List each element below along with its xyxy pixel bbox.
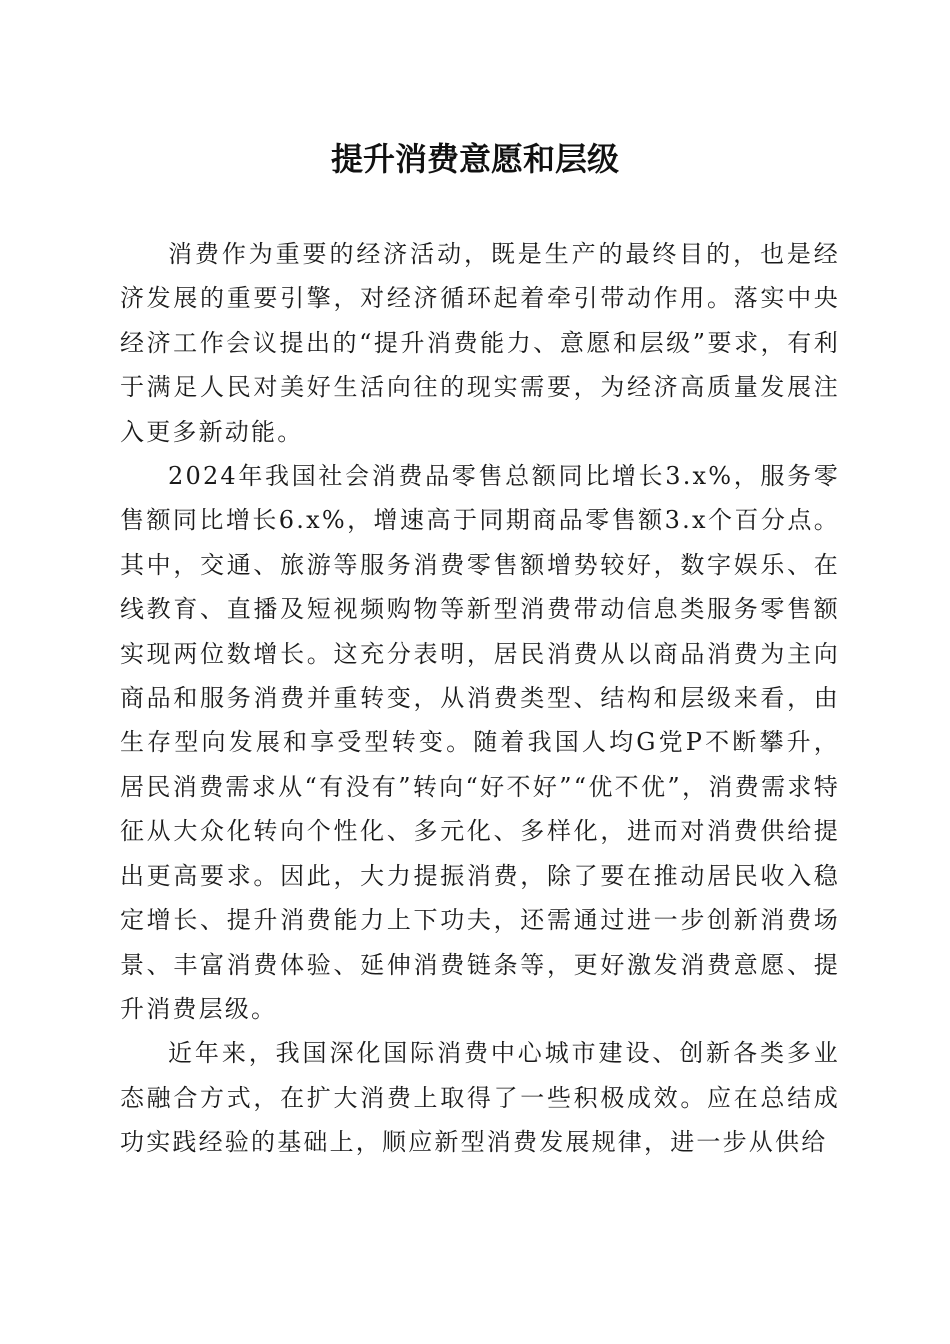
page-title: 提升消费意愿和层级 bbox=[330, 140, 619, 178]
paragraph-2: 2024年我国社会消费品零售总额同比增长3.x%，服务零售额同比增长6.x%，增速高于同期商品零售额3.x个百分点。其中，交通、旅游等服务消费零售额增势较好，数字娱乐、在线教育、直播及短视频购物等新型消费带动信息类服务零售额实现两位数增长。这充分表明，居民消费从以商品消费为主向商品和服务消费并重转变，从消费类型、结构和层级来看，由生存型向发展和享受型转变。随着我国人均G党P不断攀升，居民消费需求从“有没有”转向“好不好”“优不优”，消费需求特征从大众化转向个性化、多元化、多样化，进而对消费供给提出更高要求。因此，大力提振消费，除了要在推动居民收入稳定增长、提升消费能力上下功夫，还需通过进一步创新消费场景、丰富消费体验、延伸消费链条等，更好激发消费意愿、提升消费层级。 bbox=[120, 462, 840, 1023]
paragraph-1: 消费作为重要的经济活动，既是生产的最终目的，也是经济发展的重要引擎，对经济循环起着牵引带动作用。落实中央经济工作会议提出的“提升消费能力、意愿和层级”要求，有利于满足人民对美好生活向往的现实需要，为经济高质量发展注入更多新动能。 bbox=[120, 240, 840, 446]
paragraph-3: 近年来，我国深化国际消费中心城市建设、创新各类多业态融合方式，在扩大消费上取得了一些积极成效。应在总结成功实践经验的基础上，顺应新型消费发展规律，进一步从供给 bbox=[120, 1039, 840, 1157]
article-body bbox=[120, 232, 840, 1165]
